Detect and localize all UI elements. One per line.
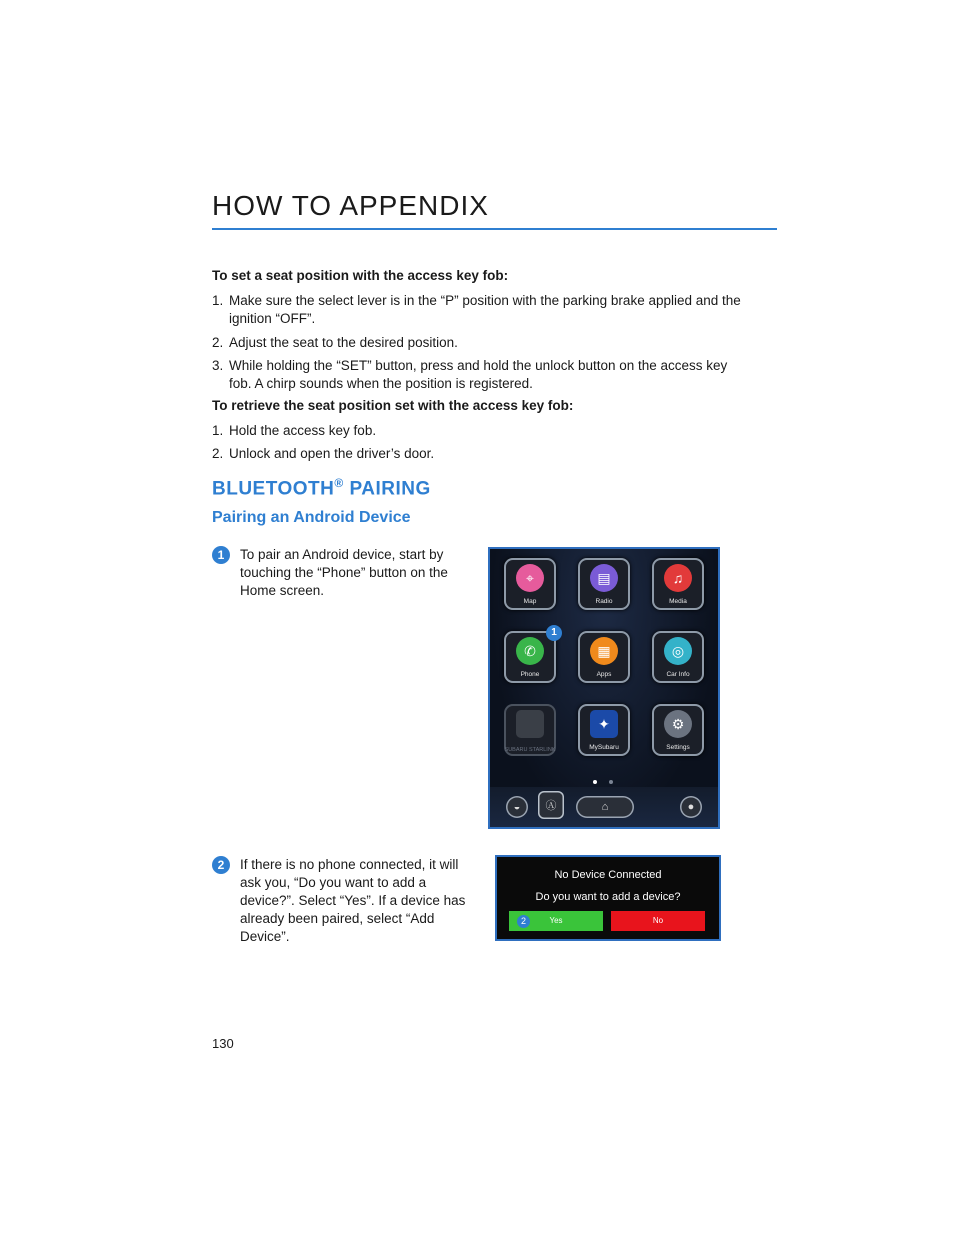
tile-car-info[interactable]	[652, 631, 704, 683]
tile-label: Phone	[520, 671, 540, 678]
seat-set-step-1	[212, 292, 752, 328]
dialog-title: No Device Connected	[554, 869, 662, 881]
mysubaru-icon: ✦	[590, 710, 618, 738]
registered-mark: ®	[334, 476, 344, 490]
seat-set-step-2	[212, 334, 752, 352]
callout-number-badge: 1	[212, 546, 230, 564]
yes-button[interactable]: Yes	[509, 911, 603, 931]
step-number: 1.	[212, 293, 224, 308]
tile-label: Settings	[666, 744, 690, 751]
home-icon[interactable]: ⌂	[576, 796, 634, 818]
chapter-title: HOW TO APPENDIX	[212, 190, 489, 221]
apps-icon: ▦	[590, 637, 618, 665]
page-dot-active	[593, 780, 597, 784]
callout-text: If there is no phone connected, it will ask you, “Do you want to add a device?”. Select “Yes”. If a device has already been paired, select “Add Device”.	[240, 857, 466, 944]
tile-label: Apps	[596, 671, 612, 678]
tile-label: Media	[669, 598, 687, 605]
home-screen-screenshot	[488, 547, 720, 829]
tile-label: Radio	[595, 598, 613, 605]
seat-retrieve-step-2	[212, 445, 752, 463]
tile-map[interactable]	[504, 558, 556, 610]
step-text: Hold the access key fob.	[229, 423, 377, 438]
tile-label: SUBARU STARLINK	[504, 747, 556, 753]
dialog-screenshot	[495, 855, 721, 941]
seat-set-heading: To set a seat position with the access key fob:	[212, 268, 509, 283]
callout-marker-2: 2	[517, 915, 530, 928]
tile-mysubaru[interactable]	[578, 704, 630, 756]
seat-retrieve-step-1	[212, 422, 752, 440]
page-dot	[609, 780, 613, 784]
callout-marker-1: 1	[546, 625, 562, 641]
seat-set-step-3	[212, 357, 732, 393]
step-text: Adjust the seat to the desired position.	[229, 335, 458, 350]
starlink-icon	[516, 710, 544, 738]
radio-icon: ▤	[590, 564, 618, 592]
no-device-dialog	[497, 857, 719, 939]
android-auto-icon[interactable]: Ⓐ	[538, 791, 564, 819]
step-number: 3.	[212, 358, 224, 373]
tile-label: MySubaru	[589, 744, 619, 751]
step-number: 2.	[212, 335, 224, 350]
step-text: Make sure the select lever is in the “P” position with the parking brake applied and the ignition “OFF”.	[229, 293, 741, 326]
tile-radio[interactable]	[578, 558, 630, 610]
chapter-divider	[212, 228, 777, 230]
phone-icon: ✆	[516, 637, 544, 665]
tile-starlink	[504, 704, 556, 756]
step-text: Unlock and open the driver’s door.	[229, 446, 435, 461]
step-text: While holding the “SET” button, press and hold the unlock button on the access key fob. A chirp sounds when the position is registered.	[229, 358, 728, 391]
section-title-suffix: PAIRING	[343, 478, 431, 500]
tile-media[interactable]	[652, 558, 704, 610]
dialog-question: Do you want to add a device?	[535, 891, 681, 903]
step-number: 2.	[212, 446, 224, 461]
tile-label: Map	[523, 598, 537, 605]
section-title	[212, 476, 431, 500]
map-icon: ⌖	[516, 564, 544, 592]
media-icon: ♫	[664, 564, 692, 592]
home-screen	[490, 549, 718, 827]
step-number: 1.	[212, 423, 224, 438]
car-info-icon: ◎	[664, 637, 692, 665]
callout-text: To pair an Android device, start by touching the “Phone” button on the Home screen.	[240, 547, 448, 598]
tile-label: Car Info	[666, 671, 690, 678]
seat-retrieve-heading: To retrieve the seat position set with the access key fob:	[212, 398, 574, 413]
tile-settings[interactable]	[652, 704, 704, 756]
section-title-main: BLUETOOTH	[212, 478, 335, 500]
no-button[interactable]: No	[611, 911, 705, 931]
gear-icon: ⚙	[664, 710, 692, 738]
tile-apps[interactable]	[578, 631, 630, 683]
callout-number-badge: 2	[212, 856, 230, 874]
subsection-title: Pairing an Android Device	[212, 509, 411, 526]
profile-icon[interactable]: ●	[680, 796, 702, 818]
bottom-bar	[490, 787, 718, 827]
page-number: 130	[212, 1036, 234, 1051]
car-icon[interactable]: ◒	[506, 796, 528, 818]
